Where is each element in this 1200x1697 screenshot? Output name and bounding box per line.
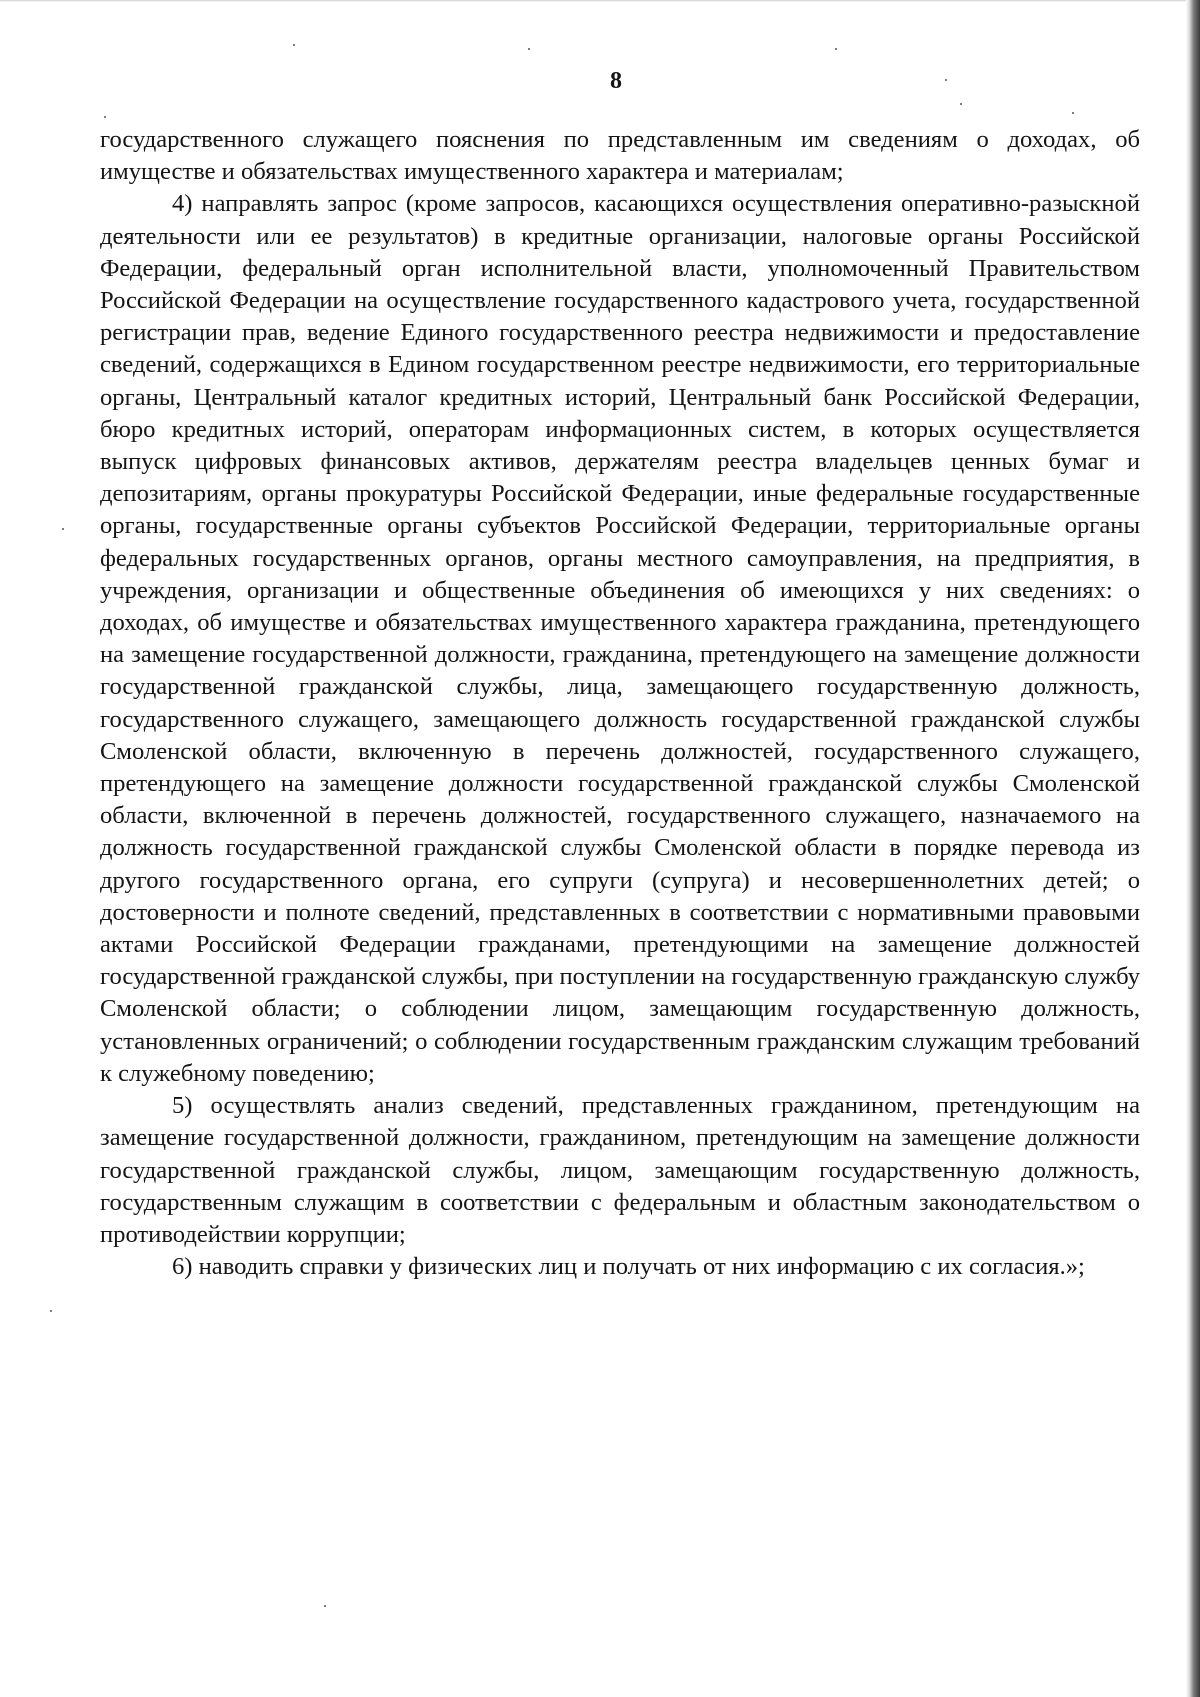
scan-top-edge — [0, 0, 1186, 2]
scan-speck — [324, 1605, 326, 1607]
paragraph-continuation: государственного служащего пояснения по представленным им сведениям о доходах, об имуществе и обязательствах имущественного характера и материалам; — [100, 126, 1140, 186]
scan-right-edge — [1186, 0, 1200, 1697]
scan-speck — [104, 116, 106, 118]
page-number: 8 — [610, 68, 622, 94]
scan-speck — [293, 44, 295, 46]
scan-speck — [1072, 112, 1074, 114]
paragraph-item-6: 6) наводить справки у физических лиц и получать от них информацию с их согласия.»; — [172, 1253, 1085, 1281]
paragraph-item-4: 4) направлять запрос (кроме запросов, касающихся осуществления оперативно-разыскной деятельности или ее результатов) в кредитные организации, налоговые органы Российской Федерации, федеральный орган исполнительной власти, уполномоченный Правительством Российской Федерации на осуществление государственного кадастрового учета, государственной регистрации прав, ведение Единого государственного реестра недвижимости и предоставление сведений, содержащихся в Едином государственном реестре недвижимости, его территориальные органы, Центральный каталог кредитных историй, Центральный банк Российской Федерации, бюро кредитных историй, операторам информационных систем, в которых осуществляется выпуск цифровых финансовых активов, держателям реестра владельцев ценных бумаг и депозитариям, органы прокуратуры Российской Федерации, иные федеральные государственные органы, государственные органы субъектов Российской Федерации, территориальные органы федеральных государственных органов, органы местного самоуправления, на предприятия, в учреждения, организации и общественные объединения об имеющихся у них сведениях: о доходах, об имуществе и обязательствах имущественного характера гражданина, претендующего на замещение государственной должности, гражданина, претендующего на замещение должности государственной гражданской службы, лица, замещающего государственную должность, государственного служащего, замещающего должность государственной гражданской службы Смоленской области, включенную в перечень должностей, государственного служащего, претендующего на замещение должности государственной гражданской службы Смоленской области, включенной в перечень должностей, государственного служащего, назначаемого на должность государственной гражданской службы Смоленской области в порядке перевода из другого государственного органа, его супруги (супруга) и несовершеннолетних детей; о достоверности и полноте сведений, представленных в соответствии с нормативными правовыми актами Российской Федерации гражданами, претендующими на замещение должностей государственной гражданской службы, при поступлении на государственную гражданскую службу Смоленской области; о соблюдении лицом, замещающим государственную должность, установленных ограничений; о соблюдении государственным гражданским служащим требований к служебному поведению; — [100, 190, 1140, 1087]
document-body — [100, 124, 1140, 1283]
scan-speck — [835, 48, 837, 50]
scan-speck — [960, 103, 962, 105]
scan-speck — [528, 48, 530, 50]
scan-speck — [62, 528, 64, 530]
scan-speck — [50, 1310, 52, 1312]
paragraph-item-5: 5) осуществлять анализ сведений, представленных гражданином, претендующим на замещение государственной должности, гражданином, претендующим на замещение должности государственной гражданской службы, лицом, замещающим государственную должность, государственным служащим в соответствии с федеральным и областным законодательством о противодействии коррупции; — [100, 1092, 1140, 1248]
